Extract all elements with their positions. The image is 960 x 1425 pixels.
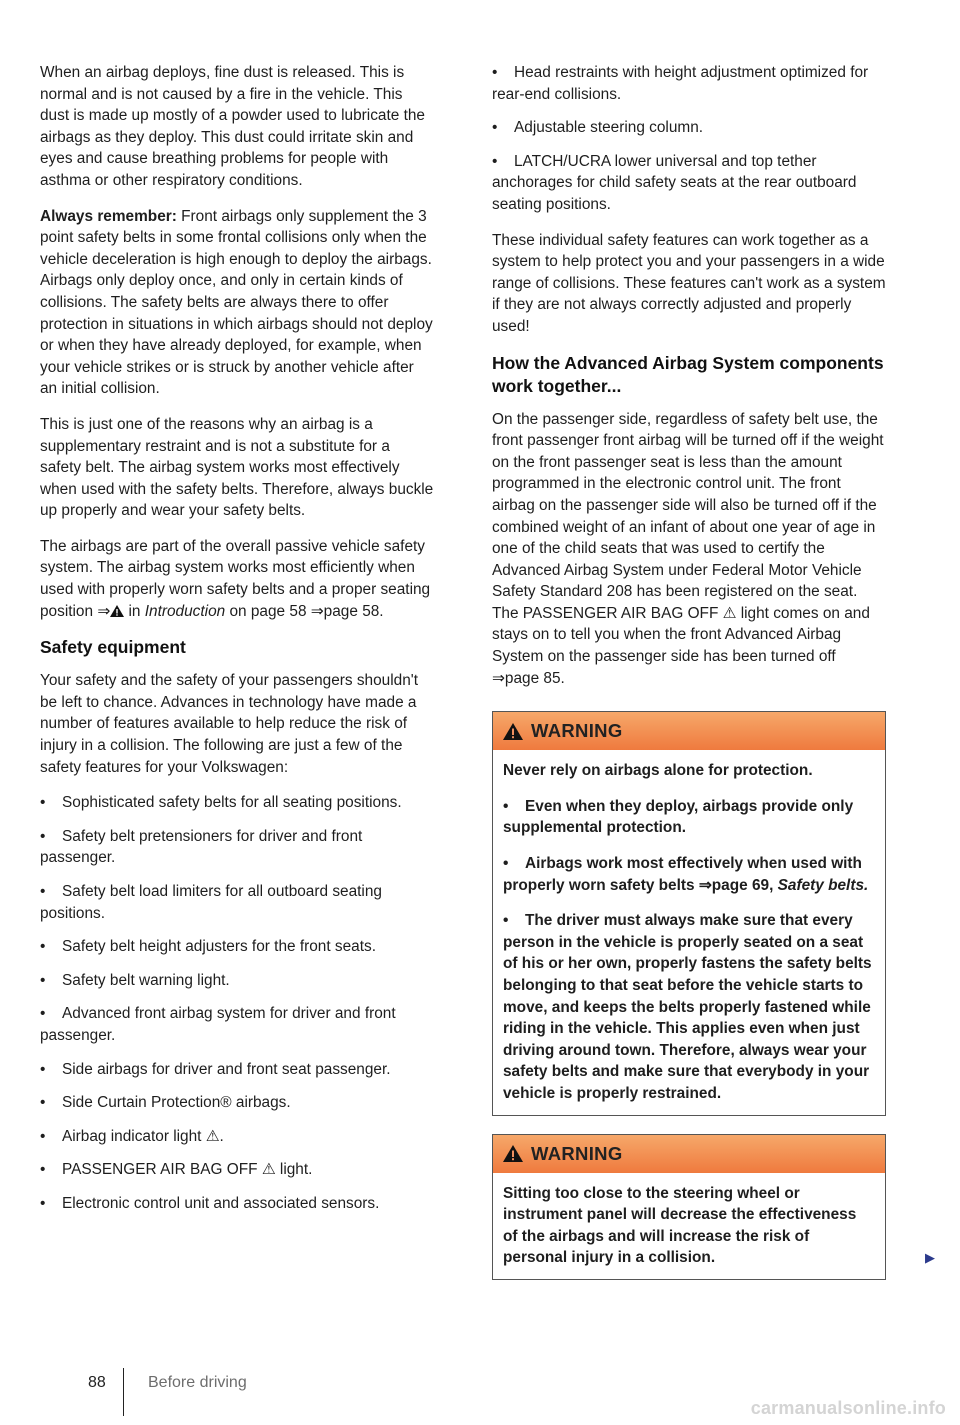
footer-divider — [123, 1368, 124, 1416]
list-item: • Sophisticated safety belts for all seating positions. — [40, 794, 402, 812]
warning-body — [493, 750, 885, 1114]
paragraph-supplementary: This is just one of the reasons why an airbag is a supplementary restraint and is not a substitute for a safety belt. The airbag system works most effectively when used with the safety belts. Therefore, always buckle up properly and wear your safety belts. — [40, 415, 434, 520]
warning-header — [493, 712, 885, 750]
paragraph-system: These individual safety features can work together as a system to help protect you and your passengers in a wide range of collisions. These features can't work as a system if they are not always correctly adjusted and properly used! — [492, 231, 886, 335]
page-number: 88 — [88, 1374, 106, 1391]
list-item: • PASSENGER AIR BAG OFF ⚠ light. — [40, 1161, 313, 1179]
safety-belts-link[interactable]: Safety belts. — [777, 876, 869, 894]
paragraph-features-intro: Your safety and the safety of your passengers shouldn't be left to chance. Advances in technology have made a number of features available to help reduce the risk of injury in a collision. The following are just a few of the safety features for your Volkswagen: — [40, 672, 418, 776]
introduction-link[interactable]: Introduction — [144, 602, 226, 620]
safety-features-list — [40, 792, 434, 1214]
list-item: • Even when they deploy, airbags provide only supplemental protection. — [503, 797, 854, 837]
warning-triangle-icon — [503, 1145, 523, 1162]
watermark: carmanualsonline.info — [750, 1398, 946, 1418]
list-item: • Safety belt load limiters for all outboard seating positions. — [40, 883, 382, 922]
page-ref[interactable]: on page 58 ⇒page 58. — [225, 602, 384, 620]
safety-features-list-cont — [492, 62, 886, 216]
left-column — [40, 62, 434, 1229]
warning-box-1 — [492, 711, 886, 1115]
paragraph-passive-system — [40, 536, 434, 622]
continue-arrow-icon: ▶ — [925, 1250, 935, 1266]
list-item: • Safety belt pretensioners for driver and front passenger. — [40, 827, 363, 867]
warning-header — [493, 1135, 885, 1173]
paragraph-dust: When an airbag deploys, fine dust is released. This is normal and is not caused by a fire in the vehicle. This dust is made up mostly of a powder used to lubricate the airbags as they deploy. This dust could irritate skin and eyes and cause breathing problems for people with asthma or other respiratory conditions. — [40, 64, 425, 189]
warning-triangle-icon — [503, 723, 523, 740]
remember-text: Front airbags only supplement the 3 point safety belts in some frontal collisions only when the vehicle deceleration is high enough to deploy the airbags. Airbags only deploy once, and only in certain kinds of collisions. The safety belts are always there to offer protection in situations in which airbags should not deploy or when they have already deployed, for example, when your vehicle strikes or is struck by another vehicle after an initial collision. — [40, 207, 433, 398]
warning-title: WARNING — [531, 720, 623, 742]
warning-text: Sitting too close to the steering wheel or instrument panel will decrease the effectiveness of the airbags and will increase the risk of personal injury in a collision. — [503, 1184, 857, 1267]
list-item: • Electronic control unit and associated sensors. — [40, 1194, 380, 1212]
list-item: • Side Curtain Protection® airbags. — [40, 1094, 291, 1112]
section-title: Before driving — [148, 1374, 247, 1391]
warning-body — [493, 1173, 885, 1279]
page-footer — [88, 1374, 247, 1392]
warning-box-2 — [492, 1134, 935, 1280]
warning-lead: Never rely on airbags alone for protection. — [503, 762, 813, 780]
list-item: • Advanced front airbag system for driver and front passenger. — [40, 1005, 396, 1044]
warning-list — [503, 796, 875, 1105]
heading-advanced-airbag: How the Advanced Airbag System components work together... — [492, 352, 884, 396]
warning-title: WARNING — [531, 1142, 623, 1164]
passive-text: The airbags are part of the overall passive vehicle safety system. The airbag system works most efficiently when used with properly worn safety belts and a proper seating position — [40, 537, 431, 620]
remember-label: Always remember: — [40, 207, 177, 225]
list-item: • Safety belt warning light. — [40, 971, 230, 989]
list-item: • Head restraints with height adjustment optimized for rear-end collisions. — [492, 64, 869, 103]
paragraph-remember — [40, 206, 434, 400]
list-item: • Airbags work most effectively when used with properly worn safety belts ⇒page 69, Safety belts. — [503, 855, 869, 894]
list-item: • LATCH/UCRA lower universal and top tether anchorages for child safety seats at the rear outboard seating positions. — [492, 152, 857, 213]
in-word: in — [124, 602, 145, 620]
list-item: • Safety belt height adjusters for the front seats. — [40, 938, 376, 956]
list-item: • Adjustable steering column. — [492, 119, 704, 137]
paragraph-passenger-side: On the passenger side, regardless of safety belt use, the front passenger front airbag will be turned off if the weight on the front passenger seat is less than the amount programmed in the electronic control unit. The front airbag on the passenger side will also be turned off if the combined weight of an infant of about one year of age in one of the child seats that was used to certify the Advanced Airbag System under Federal Motor Vehicle Safety Standard 208 has been registered on the seat. The PASSENGER AIR BAG OFF ⚠ light comes on and stays on to tell you when the front Advanced Airbag System on the passenger side has been turned off ⇒page 85. — [492, 410, 884, 687]
list-item: • Side airbags for driver and front seat passenger. — [40, 1060, 391, 1078]
right-column — [492, 62, 935, 1298]
list-item: • The driver must always make sure that every person in the vehicle is properly seated on a seat of his or her own, properly fastens the safety belts belonging to that seat before the vehicle starts to move, and keeps the belts properly fastened while riding in the vehicle. This applies even when just driving around town. Therefore, always wear your safety belts and make sure that everybody in your vehicle is properly restrained. — [503, 912, 872, 1102]
heading-safety-equipment: Safety equipment — [40, 637, 186, 658]
ref-arrow: ⇒ — [97, 602, 111, 620]
list-item: • Airbag indicator light ⚠. — [40, 1127, 224, 1145]
warning-triangle-icon — [110, 605, 124, 617]
